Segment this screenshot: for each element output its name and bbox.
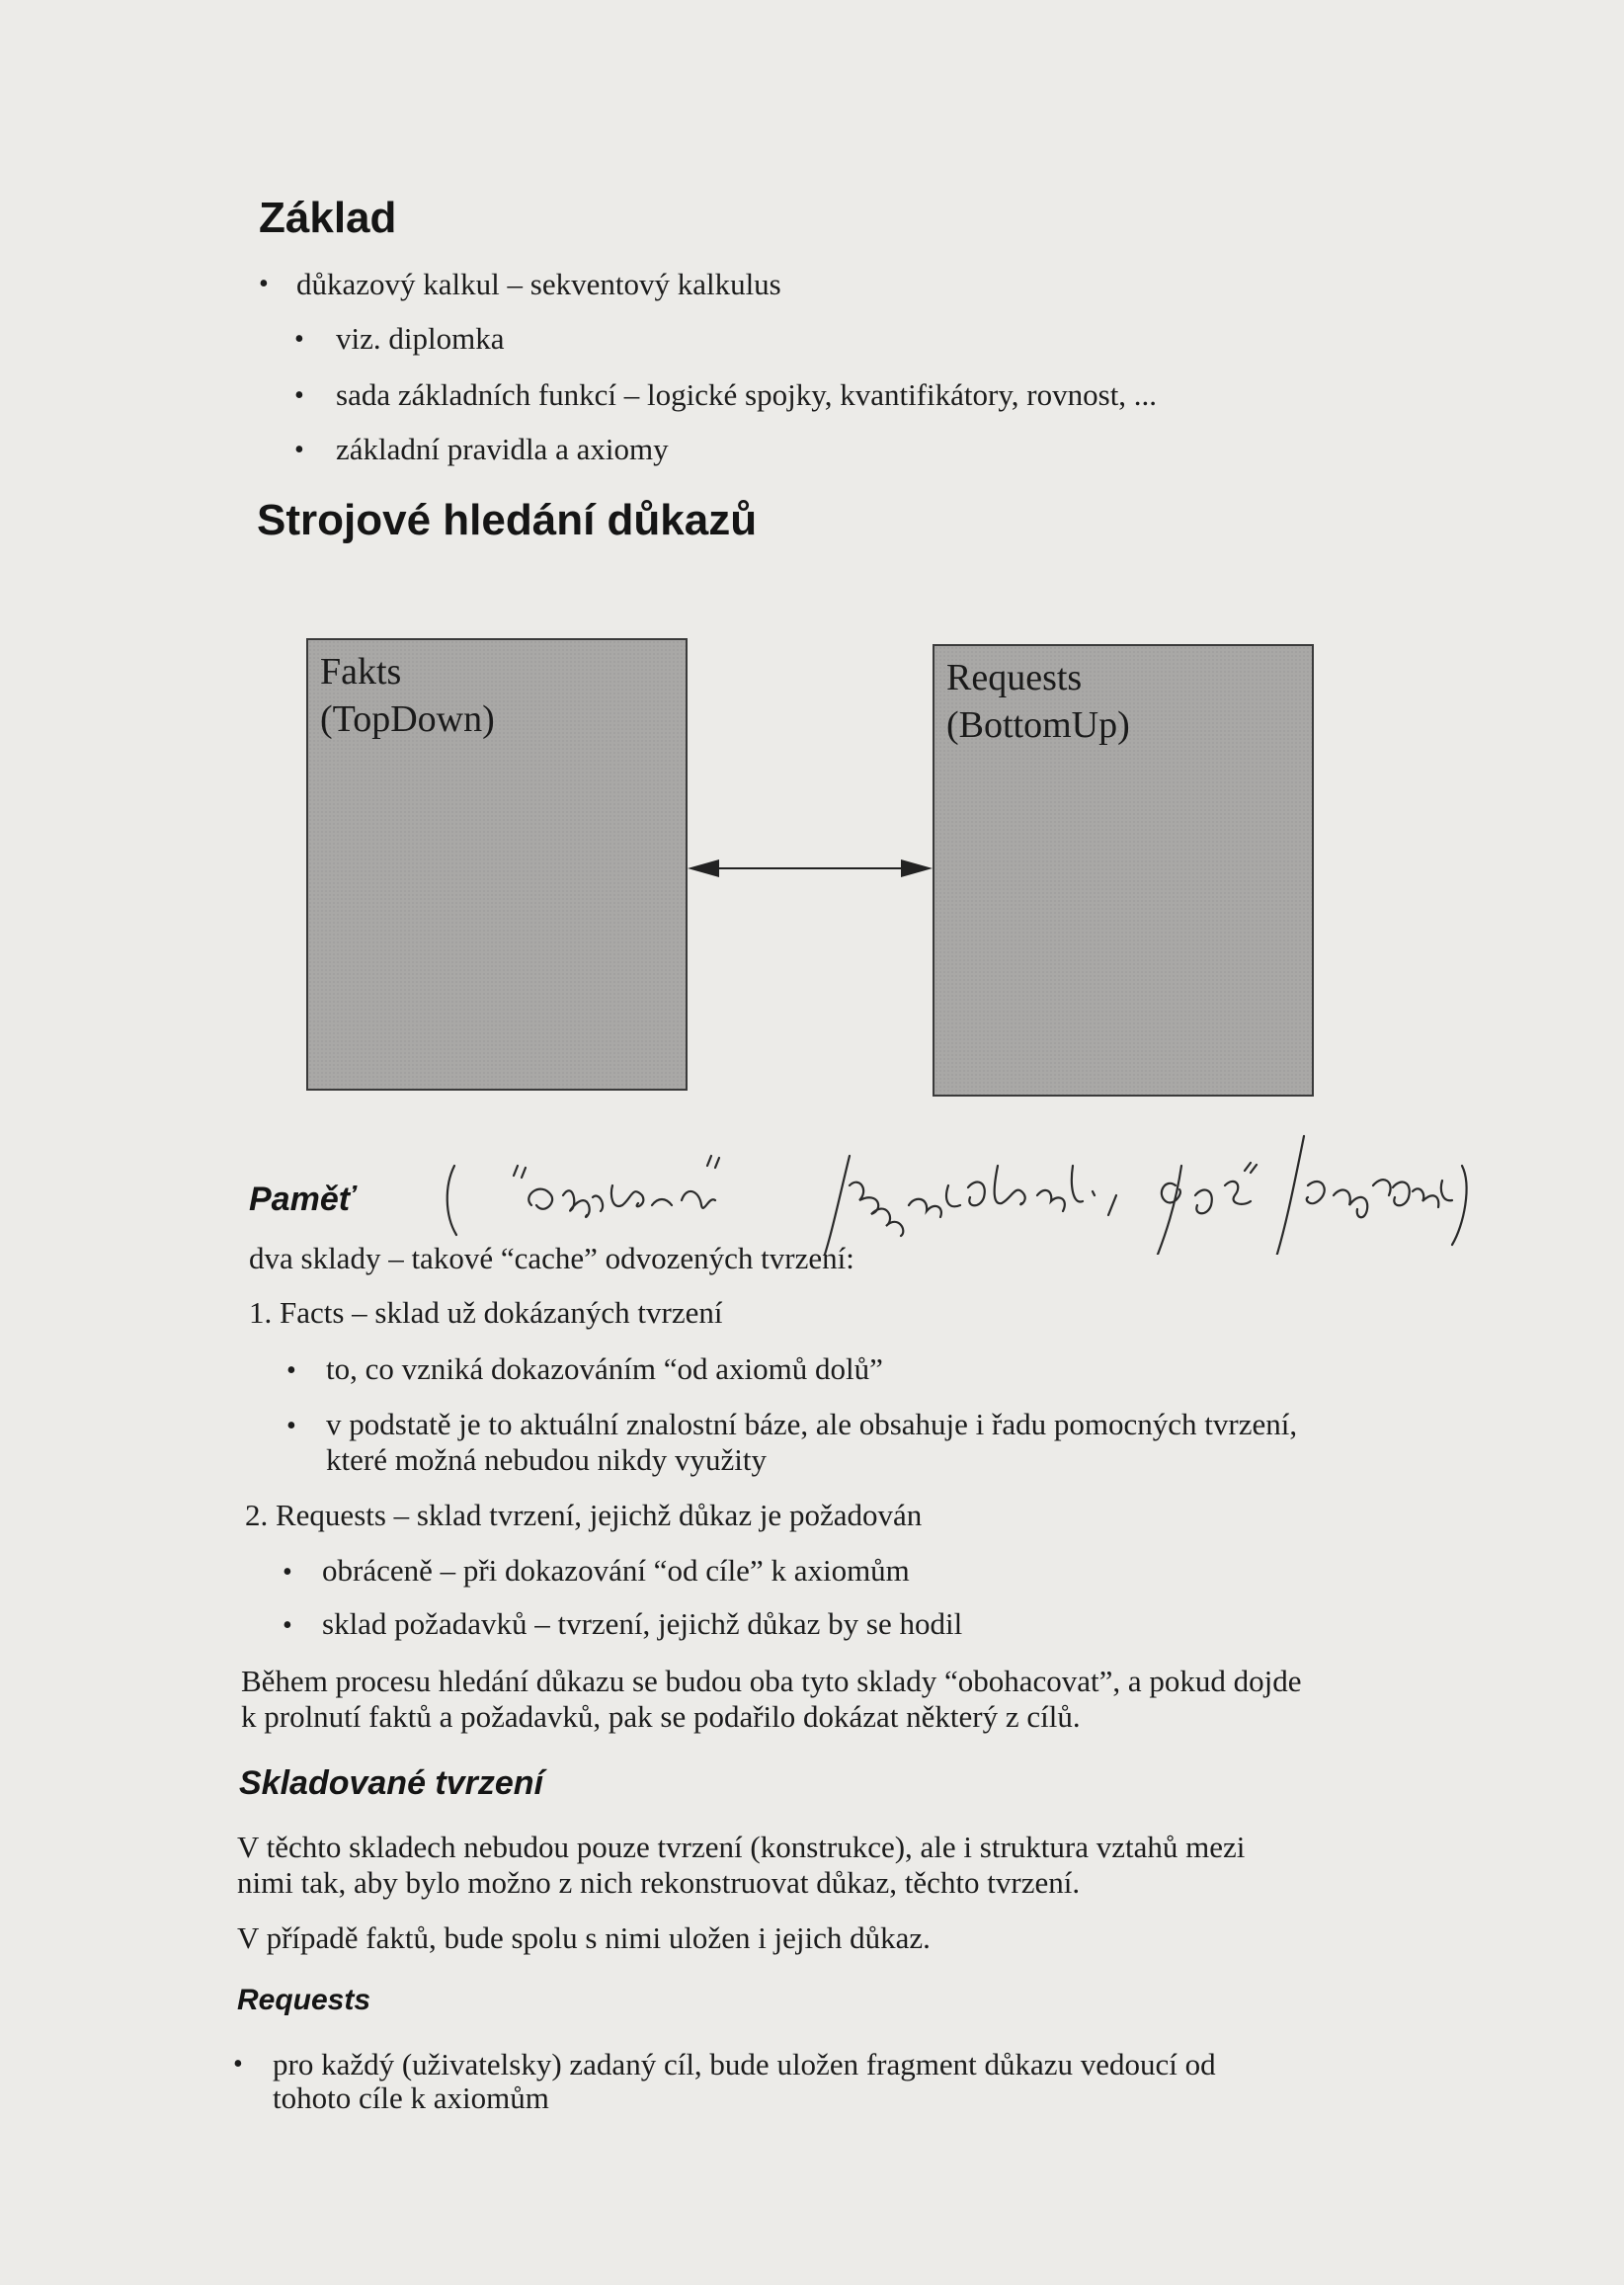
pamet-item-1-sub-2-line-2: které možná nebudou nikdy využity: [326, 1442, 767, 1477]
fakts-box: [306, 638, 688, 1091]
pamet-item-2-sub-1: obráceně – při dokazování “od cíle” k axiomům: [322, 1553, 910, 1588]
bidirectional-arrow: [688, 854, 934, 883]
requests-item-line-2: tohoto cíle k axiomům: [273, 2081, 549, 2115]
fakts-label-line1: Fakts: [320, 651, 402, 693]
bullet: •: [233, 2049, 243, 2080]
bullet: •: [294, 380, 304, 411]
skladovane-para-2: V případě faktů, bude spolu s nimi uložen i jejich důkaz.: [237, 1920, 931, 1955]
bullet: •: [294, 324, 304, 355]
pamet-item-1: 1. Facts – sklad už dokázaných tvrzení: [249, 1295, 723, 1330]
heading-pamet: Paměť: [249, 1181, 356, 1218]
pamet-item-1-sub-2-line-1: v podstatě je to aktuální znalostní báze, ale obsahuje i řadu pomocných tvrzení,: [326, 1407, 1298, 1441]
bullet: •: [286, 1355, 296, 1386]
requests-item-line-1: pro každý (uživatelsky) zadaný cíl, bude uložen fragment důkazu vedoucí od: [273, 2047, 1216, 2081]
heading-requests: Requests: [237, 1984, 371, 2016]
pamet-paragraph-line-1: Během procesu hledání důkazu se budou oba tyto sklady “obohacovat”, a pokud dojde: [241, 1664, 1302, 1698]
heading-zaklad: Základ: [259, 194, 397, 242]
skladovane-para-1-line-1: V těchto skladech nebudou pouze tvrzení (konstrukce), ale i struktura vztahů mezi: [237, 1830, 1246, 1864]
requests-box: [933, 644, 1314, 1097]
list-item: sada základních funkcí – logické spojky, kvantifikátory, rovnost, ...: [336, 377, 1158, 412]
pamet-intro: dva sklady – takové “cache” odvozených tvrzení:: [249, 1241, 854, 1275]
list-item: základní pravidla a axiomy: [336, 432, 669, 466]
requests-label-line1: Requests: [946, 657, 1083, 698]
fakts-label: [320, 648, 495, 743]
requests-label: [946, 654, 1130, 749]
heading-skladovane: Skladované tvrzení: [239, 1764, 544, 1802]
pamet-item-2: 2. Requests – sklad tvrzení, jejichž důkaz je požadován: [245, 1498, 923, 1532]
requests-label-line2: (BottomUp): [946, 704, 1130, 746]
bullet: •: [283, 1557, 292, 1588]
bullet: •: [286, 1411, 296, 1441]
list-item: viz. diplomka: [336, 321, 505, 356]
pamet-item-1-sub-1: to, co vzniká dokazováním “od axiomů dolů”: [326, 1351, 883, 1386]
pamet-paragraph-line-2: k prolnutí faktů a požadavků, pak se podařilo dokázat některý z cílů.: [241, 1699, 1081, 1734]
fakts-label-line2: (TopDown): [320, 698, 495, 740]
skladovane-para-1-line-2: nimi tak, aby bylo možno z nich rekonstruovat důkaz, těchto tvrzení.: [237, 1865, 1081, 1900]
bullet: •: [259, 269, 269, 299]
handwritten-note-text: ( "částečné" předpokládaní, spíš pracovní: [425, 1146, 442, 1147]
bullet: •: [294, 435, 304, 465]
pamet-item-2-sub-2: sklad požadavků – tvrzení, jejichž důkaz by se hodil: [322, 1606, 963, 1641]
handwritten-annotation: [415, 1126, 1624, 1255]
heading-strojove: Strojové hledání důkazů: [257, 496, 758, 544]
bullet: •: [283, 1610, 292, 1641]
list-item: důkazový kalkul – sekventový kalkulus: [296, 267, 781, 301]
